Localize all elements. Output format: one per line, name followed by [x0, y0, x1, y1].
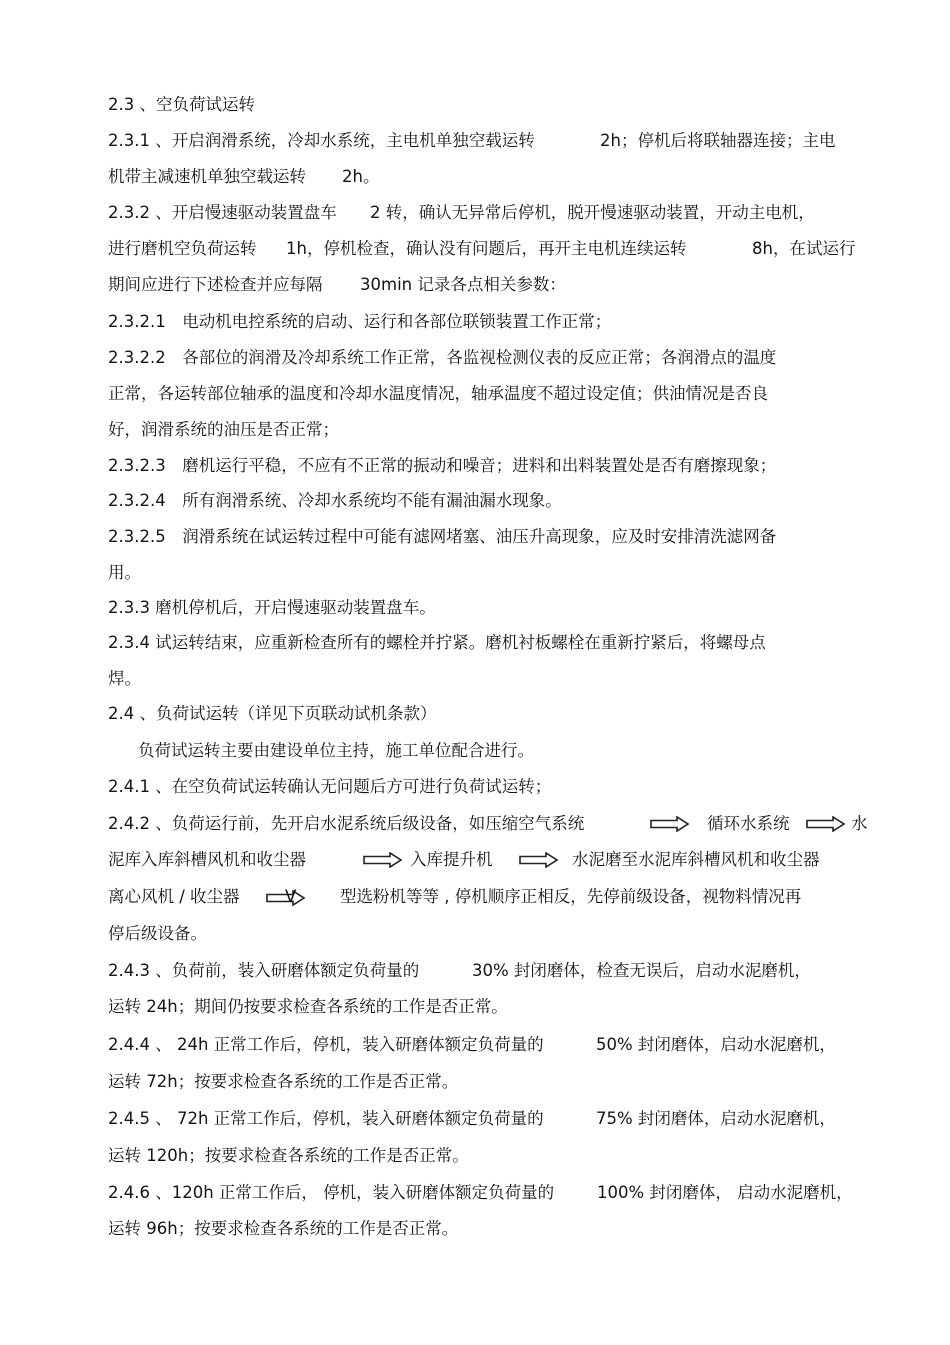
- flow-arrow-icon: [806, 816, 846, 832]
- item-2-3-2-2-line2: 正常，各运转部位轴承的温度和冷却水温度情况，轴承温度不超过设定值；供油情况是否良: [108, 384, 768, 403]
- text: 2.4.6 、120h 正常工作后， 停机，装入研磨体额定负荷量的: [108, 1183, 555, 1202]
- text: 50% 封闭磨体，启动水泥磨机，: [596, 1035, 836, 1054]
- text: 机带主减速机单独空载运转: [108, 167, 306, 186]
- text: V: [285, 887, 297, 906]
- text: 2.4.2 、负荷运行前，先开启水泥系统后级设备，如压缩空气系统: [108, 814, 585, 833]
- para-2-4-6-line2: 运转 96h；按要求检查各系统的工作是否正常。: [108, 1219, 459, 1238]
- text: 离心风机 / 收尘器: [108, 887, 240, 906]
- item-2-3-2-2-line1: 2.3.2.2 各部位的润滑及冷却系统工作正常，各监视检测仪表的反应正常；各润滑点的温度: [108, 348, 777, 367]
- flow-arrow-icon: [363, 852, 403, 868]
- text: 2.4.5 、 72h 正常工作后，停机，装入研磨体额定负荷量的: [108, 1109, 544, 1128]
- text: 水: [851, 814, 868, 833]
- para-2-4-1: 2.4.1 、在空负荷试运转确认无问题后方可进行负荷试运转；: [108, 777, 552, 796]
- text: 2.4.4 、 24h 正常工作后，停机，装入研磨体额定负荷量的: [108, 1035, 544, 1054]
- para-2-4-intro: 负荷试运转主要由建设单位主持，施工单位配合进行。: [138, 741, 534, 760]
- text: 2h；停机后将联轴器连接；主电: [600, 131, 836, 150]
- text: 8h，在试运行: [752, 239, 856, 258]
- text: 2.3.2 、开启慢速驱动装置盘车: [108, 203, 337, 222]
- item-2-3-2-5-line2: 用。: [108, 563, 141, 582]
- text: 30min 记录各点相关参数：: [360, 275, 566, 294]
- para-2-4-3-line2: 运转 24h；期间仍按要求检查各系统的工作是否正常。: [108, 997, 508, 1016]
- text: 75% 封闭磨体，启动水泥磨机，: [596, 1109, 836, 1128]
- item-2-3-2-5-line1: 2.3.2.5 润滑系统在试运转过程中可能有滤网堵塞、油压升高现象，应及时安排清洗滤网备: [108, 527, 777, 546]
- para-2-3-4-line2: 焊。: [108, 669, 141, 688]
- heading-2-3: 2.3 、空负荷试运转: [108, 95, 255, 114]
- item-2-3-2-3: 2.3.2.3 磨机运行平稳，不应有不正常的振动和噪音；进料和出料装置处是否有磨擦现象；: [108, 456, 777, 475]
- item-2-3-2-1: 2.3.2.1 电动机电控系统的启动、运行和各部位联锁装置工作正常；: [108, 312, 612, 331]
- text: 2.3.1 、开启润滑系统，冷却水系统，主电机单独空载运转: [108, 131, 535, 150]
- heading-2-4: 2.4 、负荷试运转（详见下页联动试机条款）: [108, 704, 437, 723]
- text: 水泥磨至水泥库斜槽风机和收尘器: [572, 850, 820, 869]
- text: 期间应进行下述检查并应每隔: [108, 275, 323, 294]
- para-2-3-3: 2.3.3 磨机停机后，开启慢速驱动装置盘车。: [108, 598, 436, 617]
- text: 30% 封闭磨体，检查无误后，启动水泥磨机，: [472, 961, 811, 980]
- text: 2 转，确认无异常后停机，脱开慢速驱动装置，开动主电机，: [370, 203, 815, 222]
- text: 进行磨机空负荷运转: [108, 239, 257, 258]
- text: 2h。: [342, 167, 380, 186]
- text: 2.4.3 、负荷前，装入研磨体额定负荷量的: [108, 961, 420, 980]
- para-2-4-2-line4: 停后级设备。: [108, 924, 207, 943]
- text: 1h，停机检查，确认没有问题后，再开主电机连续运转: [286, 239, 687, 258]
- para-2-4-4-line2: 运转 72h；按要求检查各系统的工作是否正常。: [108, 1072, 459, 1091]
- text: 循环水系统: [707, 814, 790, 833]
- para-2-4-5-line2: 运转 120h；按要求检查各系统的工作是否正常。: [108, 1146, 469, 1165]
- text: 泥库入库斜槽风机和收尘器: [108, 850, 306, 869]
- text: 入库提升机: [410, 850, 493, 869]
- text: 型选粉机等等 , 停机顺序正相反，先停前级设备，视物料情况再: [340, 887, 802, 906]
- flow-arrow-icon: [650, 816, 690, 832]
- item-2-3-2-4: 2.3.2.4 所有润滑系统、冷却水系统均不能有漏油漏水现象。: [108, 491, 562, 510]
- flow-arrow-icon: [519, 852, 559, 868]
- text: 100% 封闭磨体， 启动水泥磨机，: [597, 1183, 853, 1202]
- para-2-3-4-line1: 2.3.4 试运转结束，应重新检查所有的螺栓并拧紧。磨机衬板螺栓在重新拧紧后，将螺母点: [108, 633, 766, 652]
- item-2-3-2-2-line3: 好，润滑系统的油压是否正常；: [108, 420, 339, 439]
